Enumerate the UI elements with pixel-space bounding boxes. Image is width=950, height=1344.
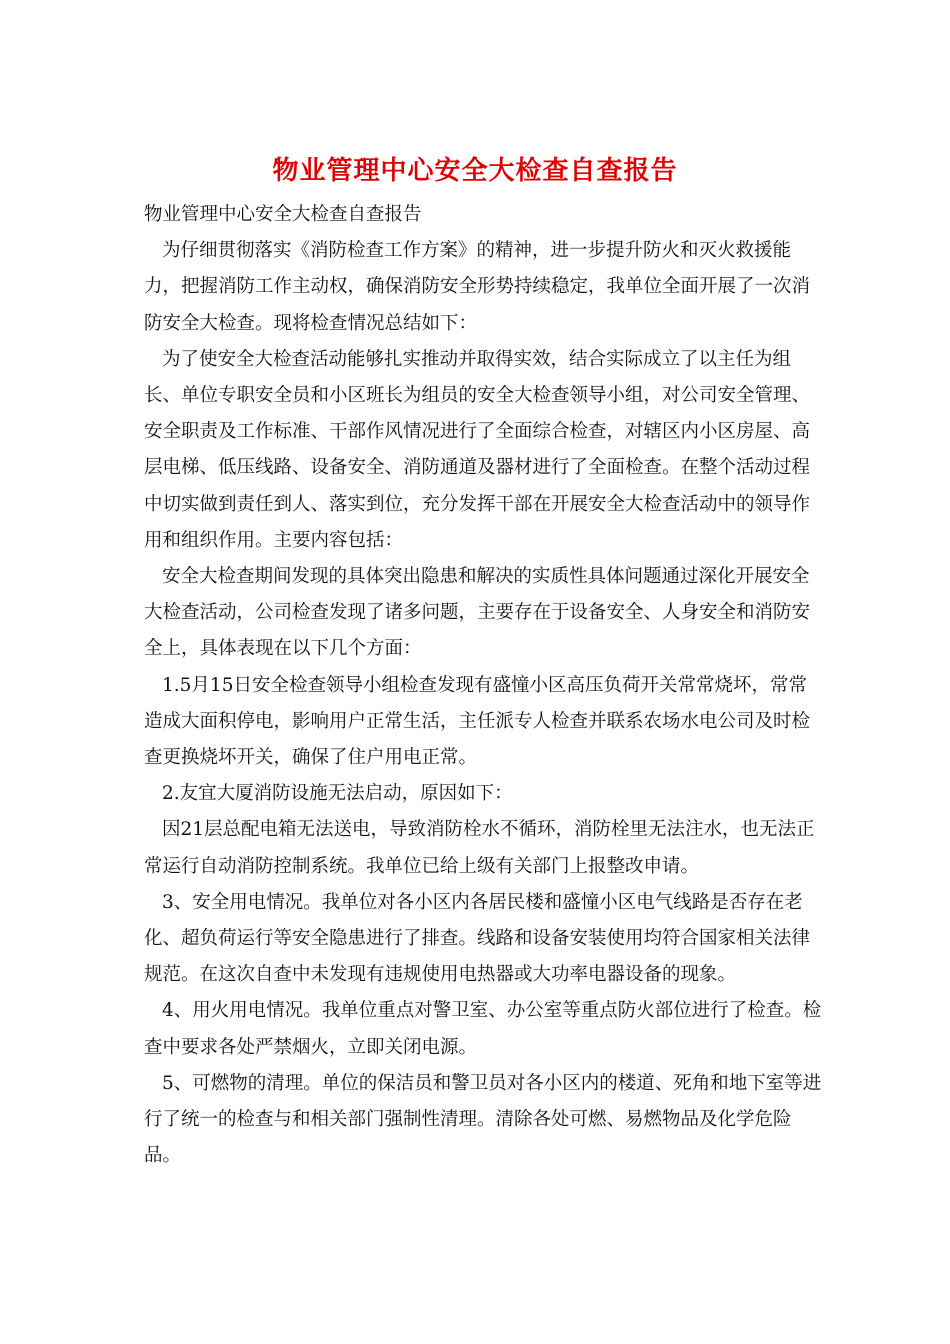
item-4-paragraph: 4、用火用电情况。我单位重点对警卫室、办公室等重点防火部位进行了检查。检查中要求各处严禁烟火，立即关闭电源。 bbox=[144, 1000, 822, 1058]
subtitle-paragraph: 物业管理中心安全大检查自查报告 bbox=[144, 204, 422, 225]
item-2-detail-paragraph: 因21层总配电箱无法送电，导致消防栓水不循环，消防栓里无法注水，也无法正常运行自动消防控制系统。我单位已给上级有关部门上报整改申请。 bbox=[144, 819, 815, 877]
document-title: 物业管理中心安全大检查自查报告 bbox=[272, 156, 678, 186]
item-1-paragraph: 1.5月15日安全检查领导小组检查发现有盛憧小区高压负荷开关常常烧坏，常常造成大面积停电，影响用户正常生活，主任派专人检查并联系农场水电公司及时检查更换烧坏开关，确保了住户用电正常。 bbox=[144, 674, 811, 769]
intro-paragraph: 为仔细贯彻落实《消防检查工作方案》的精神，进一步提升防火和灭火救援能力，把握消防工作主动权，确保消防安全形势持续稳定，我单位全面开展了一次消防安全大检查。现将检查情况总结如下： bbox=[144, 240, 811, 334]
item-3-paragraph: 3、安全用电情况。我单位对各小区内各居民楼和盛憧小区电气线路是否存在老化、超负荷运行等安全隐患进行了排查。线路和设备安装使用均符合国家相关法律规范。在这次自查中未发现有违规使用电热器或大功率电器设备的现象。 bbox=[144, 891, 811, 986]
findings-paragraph: 安全大检查期间发现的具体突出隐患和解决的实质性具体问题通过深化开展安全大检查活动，公司检查发现了诸多问题，主要存在于设备安全、人身安全和消防安全上，具体表现在以下几个方面： bbox=[144, 566, 811, 660]
item-5-paragraph: 5、可燃物的清理。单位的保洁员和警卫员对各小区内的楼道、死角和地下室等进行了统一的检查与和相关部门强制性清理。清除各处可燃、易燃物品及化学危险品。 bbox=[144, 1072, 822, 1167]
organization-paragraph: 为了使安全大检查活动能够扎实推动并取得实效，结合实际成立了以主任为组长、单位专职安全员和小区班长为组员的安全大检查领导小组，对公司安全管理、安全职责及工作标准、干部作风情况进行了全面综合检查，对辖区内小区房屋、高层电梯、低压线路、设备安全、消防通道及器材进行了全面检查。在整个活动过程中切实做到责任到人、落实到位，充分发挥干部在开展安全大检查活动中的领导作用和组织作用。主要内容包括： bbox=[144, 348, 811, 551]
item-2-paragraph: 2.友宜大厦消防设施无法启动，原因如下： bbox=[162, 783, 513, 805]
document-body bbox=[144, 197, 824, 1174]
